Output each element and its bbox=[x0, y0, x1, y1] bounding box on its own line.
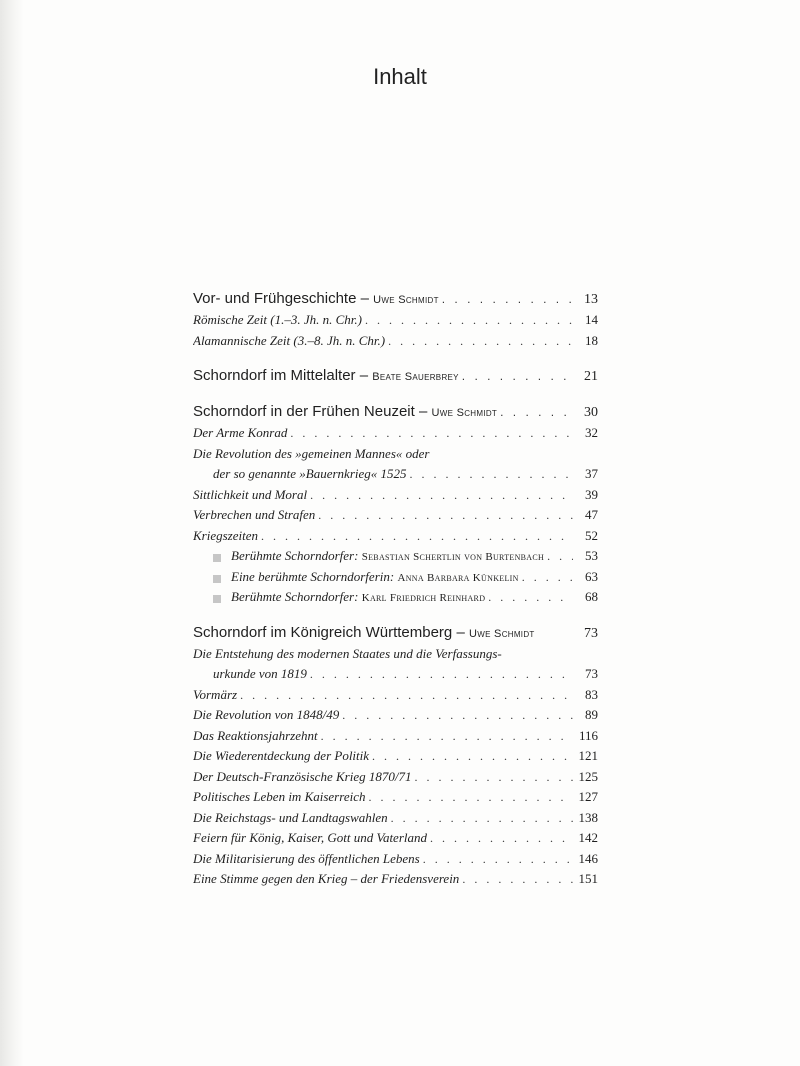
page-number: 21 bbox=[584, 369, 598, 384]
entry-title: Feiern für König, Kaiser, Gott und Vaterland bbox=[193, 830, 427, 845]
dot-leader bbox=[462, 369, 573, 383]
toc-chapter-fruehe-neuzeit[interactable]: Schorndorf in der Frühen Neuzeit – Uwe Schmidt . . . 30 bbox=[193, 403, 598, 425]
square-bullet-icon bbox=[213, 554, 221, 562]
toc-entry[interactable] bbox=[193, 871, 598, 892]
chapter-title: Schorndorf im Mittelalter bbox=[193, 367, 356, 384]
entry-title: Der Arme Konrad bbox=[193, 425, 288, 440]
dot-leader bbox=[414, 770, 573, 785]
page-number: 68 bbox=[585, 589, 598, 604]
toc-bullet-entry[interactable] bbox=[193, 569, 598, 590]
dot-leader bbox=[391, 811, 573, 826]
page-number: 146 bbox=[578, 850, 598, 866]
page-number: 63 bbox=[585, 568, 598, 584]
entry-title: Die Entstehung des modernen Staates und die Verfassungs- bbox=[193, 645, 502, 661]
chapter-author: Uwe Schmidt bbox=[468, 627, 535, 640]
entry-title: Das Reaktionsjahrzehnt bbox=[193, 727, 318, 743]
dot-leader bbox=[547, 549, 573, 564]
page-number: 73 bbox=[585, 666, 598, 681]
section-spacer bbox=[193, 353, 598, 367]
toc-entry[interactable] bbox=[193, 333, 598, 354]
page-number: 138 bbox=[578, 809, 598, 825]
page-number: 47 bbox=[585, 507, 598, 522]
page-number: 32 bbox=[585, 425, 598, 440]
page-gutter-shadow bbox=[0, 0, 24, 1066]
page-number: 125 bbox=[578, 768, 598, 784]
chapter-title: Schorndorf im Königreich Württemberg bbox=[193, 623, 453, 641]
page-number: 18 bbox=[585, 332, 598, 348]
toc-bullet-entry[interactable] bbox=[193, 589, 598, 610]
page-number: 127 bbox=[578, 789, 598, 804]
chapter-author: Uwe Schmidt bbox=[373, 294, 439, 306]
toc-entry[interactable] bbox=[193, 769, 598, 790]
person-name: Karl Friedrich Reinhard bbox=[361, 592, 486, 604]
dot-leader bbox=[318, 508, 573, 523]
entry-title: Kriegszeiten bbox=[193, 527, 258, 543]
toc-entry[interactable] bbox=[193, 728, 598, 749]
chapter-title: Schorndorf in der Frühen Neuzeit bbox=[193, 403, 415, 420]
dot-leader bbox=[240, 688, 573, 703]
page-number: 151 bbox=[578, 871, 598, 886]
chapter-title: Vor- und Frühgeschichte bbox=[193, 290, 357, 307]
entry-title: Eine berühmte Schorndorferin: bbox=[231, 568, 395, 584]
toc-entry[interactable] bbox=[193, 687, 598, 708]
entry-title: Sittlichkeit und Moral bbox=[193, 486, 308, 502]
toc-entry[interactable] bbox=[193, 425, 598, 446]
dot-leader bbox=[410, 467, 573, 482]
person-name: Anna Barbara Künkelin bbox=[397, 571, 519, 584]
page-number: 83 bbox=[585, 686, 598, 702]
dot-leader bbox=[522, 570, 573, 585]
page-number: 89 bbox=[585, 707, 598, 722]
entry-title: Eine Stimme gegen den Krieg – der Friedensverein bbox=[193, 871, 460, 886]
toc-entry[interactable] bbox=[193, 528, 598, 549]
dot-leader bbox=[388, 334, 573, 349]
page-number: 52 bbox=[585, 527, 598, 543]
toc-entry-continued[interactable] bbox=[193, 466, 598, 487]
page-number: 121 bbox=[578, 748, 598, 763]
toc-entry[interactable] bbox=[193, 312, 598, 333]
entry-title: Politisches Leben im Kaiserreich bbox=[193, 789, 366, 804]
person-name: Sebastian Schertlin von Burtenbach bbox=[361, 551, 545, 563]
dot-leader bbox=[372, 749, 573, 764]
dot-leader bbox=[261, 529, 573, 544]
dot-leader bbox=[310, 488, 573, 503]
entry-title: Berühmte Schorndorfer: bbox=[231, 548, 359, 563]
entry-title: Die Reichstags- und Landtagswahlen bbox=[193, 809, 388, 825]
entry-title-continued: urkunde von 1819 bbox=[213, 666, 307, 681]
toc-chapter-mittelalter[interactable]: Schorndorf im Mittelalter – Beate Sauerbrey . . . 21 bbox=[193, 367, 598, 389]
dot-leader bbox=[290, 426, 573, 441]
entry-title: Der Deutsch-Französische Krieg 1870/71 bbox=[193, 768, 412, 784]
section-spacer bbox=[193, 610, 598, 624]
page-number: 116 bbox=[578, 727, 598, 743]
toc-entry[interactable] bbox=[193, 748, 598, 769]
dot-leader bbox=[423, 852, 573, 867]
toc-entry[interactable] bbox=[193, 446, 598, 467]
toc-entry[interactable] bbox=[193, 789, 598, 810]
page-title: Inhalt bbox=[373, 64, 427, 89]
toc-chapter-koenigreich-wuerttemberg[interactable]: Schorndorf im Königreich Württemberg – Uwe Schmidt 73 bbox=[193, 623, 598, 641]
entry-title: Verbrechen und Strafen bbox=[193, 507, 316, 522]
dot-leader bbox=[365, 313, 573, 328]
page-number: 53 bbox=[585, 548, 598, 563]
toc-entry[interactable] bbox=[193, 851, 598, 872]
entry-title: Römische Zeit (1.–3. Jh. n. Chr.) bbox=[193, 312, 362, 327]
page-number: 142 bbox=[578, 830, 598, 845]
toc-entry[interactable] bbox=[193, 830, 598, 851]
toc-bullet-entry[interactable] bbox=[193, 548, 598, 569]
dot-leader bbox=[342, 708, 573, 723]
entry-title: Die Revolution des »gemeinen Mannes« oder bbox=[193, 445, 430, 461]
section-spacer bbox=[193, 389, 598, 403]
entry-title-continued: der so genannte »Bauernkrieg« 1525 bbox=[213, 466, 407, 481]
entry-title: Die Revolution von 1848/49 bbox=[193, 707, 340, 722]
dot-leader bbox=[430, 831, 573, 846]
square-bullet-icon bbox=[213, 575, 221, 583]
chapter-author: Beate Sauerbrey bbox=[372, 371, 459, 383]
toc-entry[interactable] bbox=[193, 646, 598, 667]
page-number: 37 bbox=[585, 466, 598, 481]
page-number: 39 bbox=[585, 486, 598, 502]
entry-title: Die Militarisierung des öffentlichen Lebens bbox=[193, 850, 420, 866]
dot-leader bbox=[310, 667, 573, 682]
toc-entry[interactable] bbox=[193, 810, 598, 831]
entry-title: Alamannische Zeit (3.–8. Jh. n. Chr.) bbox=[193, 332, 386, 348]
dot-leader bbox=[500, 405, 573, 419]
dot-leader bbox=[442, 292, 573, 306]
dot-leader bbox=[488, 590, 573, 605]
page-number: 14 bbox=[585, 312, 598, 327]
dot-leader bbox=[462, 872, 573, 887]
toc-entry[interactable] bbox=[193, 507, 598, 528]
chapter-author: Uwe Schmidt bbox=[431, 407, 498, 419]
dot-leader bbox=[368, 790, 573, 805]
page-number: 30 bbox=[584, 405, 598, 420]
entry-title: Vormärz bbox=[193, 686, 238, 702]
page-number: 13 bbox=[584, 292, 598, 307]
toc-chapter-vor-und-fruehgeschichte[interactable]: Vor- und Frühgeschichte – Uwe Schmidt . . . 13 bbox=[193, 290, 598, 312]
square-bullet-icon bbox=[213, 595, 221, 603]
entry-title: Berühmte Schorndorfer: bbox=[231, 589, 359, 604]
toc-entry[interactable] bbox=[193, 487, 598, 508]
dot-leader bbox=[321, 729, 573, 744]
toc-entry[interactable] bbox=[193, 707, 598, 728]
table-of-contents bbox=[193, 290, 598, 892]
toc-entry-continued[interactable] bbox=[193, 666, 598, 687]
page-number: 73 bbox=[584, 625, 598, 641]
entry-title: Die Wiederentdeckung der Politik bbox=[193, 748, 370, 763]
